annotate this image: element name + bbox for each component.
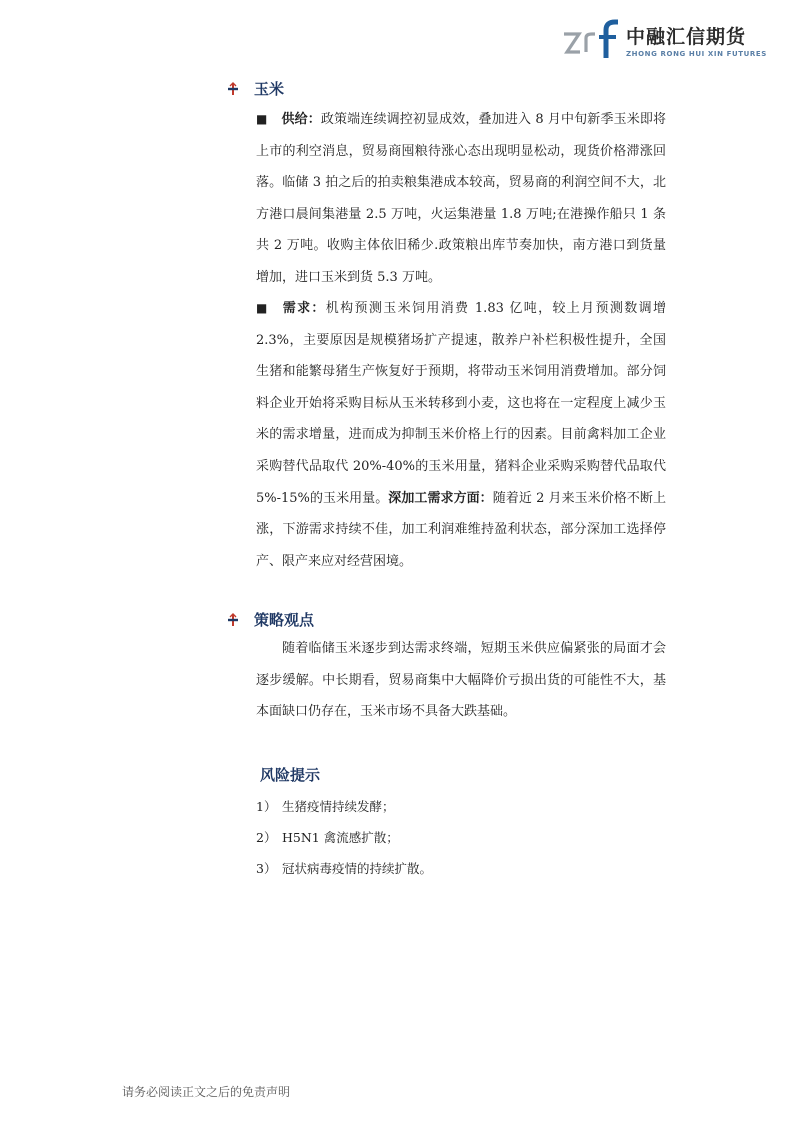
- section-title: 策略观点: [254, 611, 315, 629]
- risk-item: 1） 生猪疫情持续发酵；: [256, 799, 395, 814]
- section-heading-strategy: [226, 609, 314, 630]
- supply-label: 供给：: [281, 112, 321, 127]
- company-logo: [562, 18, 767, 64]
- square-bullet-icon: ■: [256, 112, 268, 126]
- arrow-bullet-icon: [226, 82, 240, 96]
- deep-processing-text: 随着近 2 月来玉米价格不断上涨，下游需求持续不佳，加工利润难维持盈利状态，部分深加工选择停产、限产来应对经营困境。: [256, 490, 666, 569]
- section-title: 玉米: [254, 80, 285, 98]
- zr-logo-mark: [562, 18, 620, 64]
- risk-item: 3） 冠状病毒疫情的持续扩散。: [256, 861, 433, 876]
- deep-processing-label: 深加工需求方面：: [388, 490, 493, 506]
- risk-item: 2） H5N1 禽流感扩散；: [256, 830, 399, 845]
- footer-disclaimer: 请务必阅读正文之后的免责声明: [122, 1085, 291, 1099]
- square-bullet-icon: ■: [256, 301, 269, 315]
- supply-paragraph: [256, 104, 666, 294]
- section-heading-corn: [226, 78, 284, 99]
- demand-label: 需求：: [282, 301, 326, 316]
- arrow-bullet-icon: [226, 613, 240, 627]
- demand-text: 机构预测玉米饲用消费 1.83 亿吨，较上月预测数调增 2.3%，主要原因是规模猪场扩产提速，散养户补栏积极性提升，全国生猪和能繁母猪生产恢复好于预期，将带动玉米饲用消费增加。部分饲料企业开始将采购目标从玉米转移到小麦，这也将在一定程度上减少玉米的需求增量，进而成为抑制玉米价格上行的因素。目前禽料加工企业采购替代品取代 20%-40%的玉米用量，猪料企业采购采购替代品取代 5%-15%的玉米用量。: [256, 301, 666, 506]
- logo-chinese-name: 中融汇信期货: [626, 26, 747, 48]
- section-title: 风险提示: [260, 766, 321, 784]
- demand-paragraph: [256, 293, 666, 577]
- section-heading-risk: [260, 764, 320, 785]
- strategy-paragraph: 随着临储玉米逐步到达需求终端，短期玉米供应偏紧张的局面才会逐步缓解。中长期看，贸易商集中大幅降价亏损出货的可能性不大，基本面缺口仍存在，玉米市场不具备大跌基础。: [256, 641, 666, 720]
- supply-text: 政策端连续调控初显成效，叠加进入 8 月中旬新季玉米即将上市的利空消息，贸易商囤粮待涨心态出现明显松动，现货价格滞涨回落。临储 3 拍之后的拍卖粮集港成本较高，贸易商的利润空间不大，北方港口晨间集港量 2.5 万吨，火运集港量 1.8 万吨;在港操作船只 1 条共 2 万吨。收购主体依旧稀少.政策粮出库节奏加快，南方港口到货量增加，进口玉米到货 5.3 万吨。: [256, 112, 666, 285]
- logo-english-name: ZHONG RONG HUI XIN FUTURES: [626, 50, 767, 58]
